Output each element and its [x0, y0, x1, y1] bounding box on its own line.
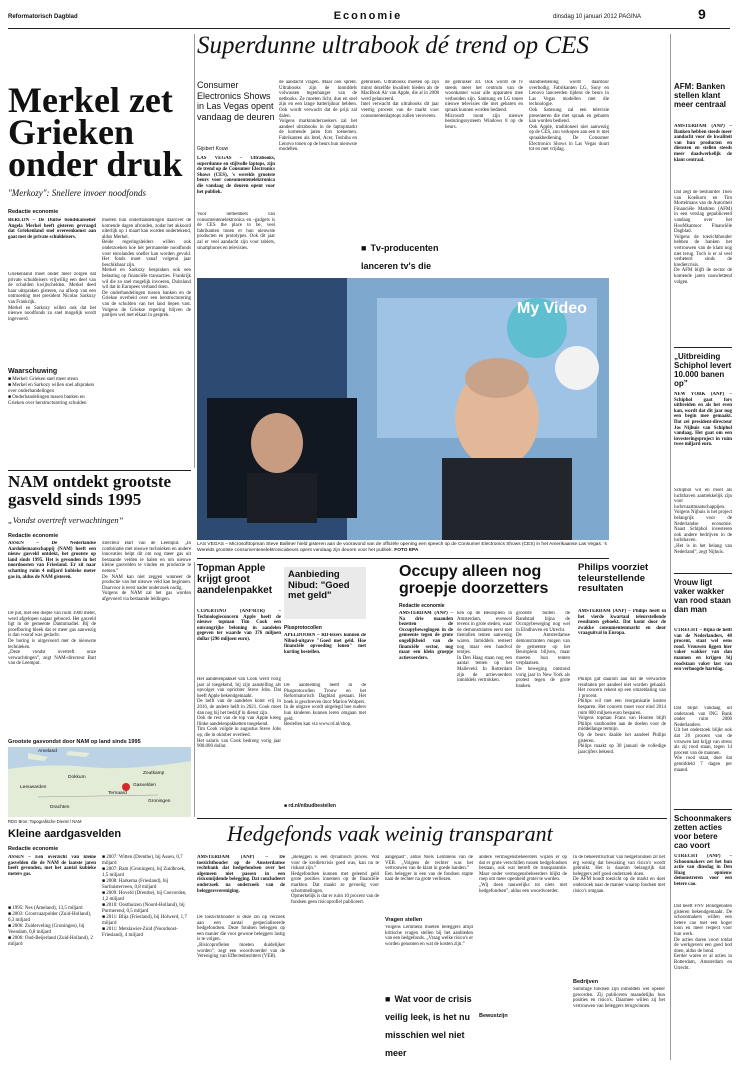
hedge-col4: andere vermogensbeheerders wijzen er op dat er grote verschillen tussen hedgefondsen bestaan, ook wat betreft de transparantie. Maar onder vermogensbeheerders blijkt de roep om meer openheid groter te worden. „Wij doen nauwelijks tot niets met hedgefondsen”, aldus een woordvoerder. — [479, 855, 567, 894]
nibud-headline-box — [284, 567, 366, 619]
school-body: Dat heeft FNV Bondgenoten gisteren bekendgemaakt. De schoonmakers willen een betere cao met een hoger loon en meer respect voor hun werk. De acties duren voort totdat de werkgevers een goed bod doen, aldus de bond. Eerder waren er al acties in Rotterdam, Amsterdam en Utrecht. — [674, 904, 732, 971]
sidebar — [674, 32, 732, 1062]
apple-intro: CUPERTINO (ANP/RTR) – Technologieconcern Apple heeft de nieuwe topman Tim Cook een omvangrijke beloning in aandelen gegeven ter waarde van 376 miljoen dollar (296 miljoen euro). — [197, 609, 281, 642]
nam-map — [8, 747, 191, 817]
ultrabook-col3: gebruiken. Ultrabooks moeten op zijn minst dezelfde kwaliteit bieden als de MacBook Air van Apple, die al in 2008 werd gelanceerd. Intel verwacht dat ultrabooks dit jaar veertig procent van de markt voor consumentenlaptops zullen veroveren. — [361, 80, 439, 119]
merkel-bullet: ■ Merkel: Grieken snel meer steun — [8, 377, 78, 382]
merkel-body-2: moeten hun onderhandelingen daarover de komende dagen afronden, zodat het akkoord uiterlijk op 1 maart kan worden ondertekend, aldus Merkel. Beide regeringsleiders willen ook onderzoeken hoe het permanente noodfonds voor eurolanden sneller kan worden gevuld. Het fonds moet vanaf volgend jaar beschikbaar zijn. Merkel en Sarkozy bespraken ook een belasting op financiële transacties. Frankrijk wil die zo snel mogelijk invoeren, Duitsland wil dat in Europees verband doen. De onderhandelingen tussen banken en de Griekse overheid over een herstructurering van de schulden van het land liepen vast. Volgens de Griekse regering blijven de partijen wel met elkaar in gesprek. — [102, 218, 191, 319]
hedge-col1: De toezichthouder is deze zin op verzoek aan een aantal gespecialiseerde hedgefondsen. Deze fondsen beleggen op een manier die voor gewone beleggers lastig is te volgen. „Risicoprofielen moeten duidelijker worden”, zegt een woordvoerder van de Vereniging van Effectenbezitters (VEB). — [197, 915, 285, 960]
ultrabook-intro: LAS VEGAS – Ultrabooks, superdunne en stijlvolle laptops, zijn de trend op de Consumer Electronics Shows (CES), 's werelds grootste beurs voor consumentenelektronica die vandaag de deuren opent voor het publiek. — [197, 156, 275, 195]
merkel-subhead: "Merkozy": Snellere invoer noodfonds — [8, 188, 146, 198]
school-headline: Schoonmakers zetten acties voor betere cao voort — [674, 814, 732, 850]
hedge-headline: Hedgefonds vaak weinig transparant — [227, 821, 553, 846]
map-place: Ternaard — [108, 791, 127, 796]
philips-body: Philips gaf daarom aan dat de verwachte resultaten per aandeel niet worden gehaald. Het concern rekent op een omzetdaling van 1 procent. Philips wil met een reorganisatie kosten besparen. Het concern moet voor eind 2014 ruim 800 miljoen euro besparen. Volgens topman Frans van Houten blijft Philips vasthouden aan de doelen voor de middellange termijn. Op de beurs daalde het aandeel Philips gisteren. Philips maakt op 30 januari de volledige jaarcijfers bekend. — [578, 677, 666, 755]
apple-body: Het aandelenpakket van Cook werd vorig jaar al toegekend, bij zijn aanstelling als opvolger van oprichter Steve Jobs. Dat heeft Apple bekendgemaakt. De helft van de aandelen komt vrij in 2016, de andere helft in 2021. Cook moet dan nog bij het bedrijf in dienst zijn. Ook de rest van de top van Apple kreeg flinke aandelenpakketten toegekend. Tim Cook volgde in augustus Steve Jobs op, die in oktober overleed. Het salaris van Cook bedroeg vorig jaar 900.000 dollar. — [197, 677, 281, 750]
ultrabook-col4: de gebruiker zit. Ook wordt de tv steeds meer het centrum van de woonkamer waar alle apparaten mee verbonden zijn. Samsung en LG tonen nieuwe televisies die met gebaren en spraak kunnen worden bediend. Microsoft toont zijn nieuwe besturingssysteem Windows 8 op de beurs. — [445, 80, 523, 130]
hedge-sub-vragen: Vragen stellen — [385, 917, 423, 923]
nibud-link[interactable]: rd.nl/nibudbestellen — [288, 803, 336, 809]
occupy-headline: Occupy alleen nog groepje doorzetters — [399, 563, 549, 597]
map-place: Groningen — [148, 799, 171, 804]
occupy-col2: ken op de Beursplein in Amsterdam, evenwel tevens in grote steden, waar de demonstranten eerst met tientallen tenten aanwezig waren. Inmiddels resteert nog maar een handvol tentjes. In Den Haag staan nog een aantal tenten op het Malieveld. In Rotterdam zijn de actievoerders inmiddels vertrokken. — [457, 611, 512, 684]
section-name: Economie — [333, 10, 403, 22]
map-source: RDG Bron: Topografische Dienst / NAM — [8, 819, 82, 824]
gasveld-intro: ASSEN – Een overzicht van kleine gasvelden die de NAM de laatste jaren heeft gevonden, met het aantal kubieke meters gas. — [8, 855, 96, 877]
nam-body-2: directeur Bart van de Leemput. „In combinatie met nieuwe technieken en andere innovaties helpt dit om nog meer gas uit bestaande velden te halen en om nieuwe kleine gasvelden te vinden en productie te nemen.” De NAM kan niet zeggen wanneer de productie van het nieuwe veld kan beginnen. Daarvoor is eerst nader onderzoek nodig. Volgens de NAM zal het gas worden afgevoerd via bestaande leidingen. — [102, 541, 191, 602]
nam-map-title: Grootste gasvondst door NAM op land sinds 1995 — [8, 739, 141, 745]
philips-article — [578, 563, 666, 817]
nam-headline: NAM ontdekt grootste gasveld sinds 1995 — [8, 472, 172, 509]
hedge-col3b: Volgens Lemmens moeten beleggers altijd kritische vragen stellen bij het aanbieden van een hedgefonds. „Vraag welke risico's er worden genomen en wat de kosten zijn.” — [385, 925, 473, 947]
hedge-intro: AMSTERDAM (ANP) – De toezichthouder op de Amsterdamse rechtbank dat hedgefondsen over het algemeen niet passen in een risicomijdende belegging. Dat concludeert onderzoek na onderzoek van de beleggersvereniging. — [197, 855, 285, 894]
gasveld-item: ■ 2007: Witten (Drenthe), bij Assen, 0,7 miljard — [102, 855, 183, 866]
merkel-byline: Redactie economie — [8, 209, 59, 215]
merkel-bullet: ■ Onderhandelingen tussen banken en Grieken over herstructurering schulden — [8, 395, 87, 406]
photo-screen-text: My Video — [517, 300, 587, 317]
afm-body: Dat zegt de bestuurder Theo van Koelkom en Tim Mortelmans van de Autoriteit Financiële Markten (AFM) in een verslag gepubliceerd vandaag over het Hoofdkantoor Financiële Dagblad. Volgens de toezichthouder hebben de banken het vertrouwen van de klant nog niet terug. Toch is er al veel verbeterd sinds de kredietcrisis. De AFM blijft de sector de komende jaren nauwlettend volgen. — [674, 190, 732, 285]
ultrabook-pullquote: ■ Tv-producenten lanceren tv's die — [361, 243, 439, 271]
ultrabook-byline: Gijsbert Kouw — [197, 146, 229, 152]
philips-headline: Philips voorziet teleurstellende resultaten — [578, 562, 649, 594]
hedge-sub-bewust: Bewustzijn — [479, 1013, 508, 1019]
masthead — [8, 4, 730, 26]
hedge-col3: aangepast”, aldus Niels Lemmens van de VEB. „Volgens de rechter was het vertrouwen van de klant in goede handen.” Een belegger in een van de fondsen stapte naar de rechter na grote verliezen. — [385, 855, 473, 883]
occupy-byline: Redactie economie — [399, 603, 445, 609]
ultrabook-col1: Voor liefhebbers van consumentenelektronica en -gadgets is de CES the place to be, veel fabrikanten tonen er hun nieuwste producten en prototypes. Ook dit jaar zal er veel aandacht zijn voor tablets, smartphones en televisies. — [197, 212, 275, 251]
schiphol-body: Schiphol wil en moet als luchthaven aantrekkelijk zijn voor luchtvaartmaatschappijen. Volgens Nijhuis is het project belangrijk voor de Nederlandse economie. Naast Schiphol investeren ook andere bedrijven in de luchthaven. „Het is in het belang van Nederland”, zegt Nijhuis. — [674, 488, 732, 555]
gasveld-list-left — [8, 906, 96, 948]
merkel-headline: Merkel zet Grieken onder druk — [8, 80, 183, 184]
hedge-pullquote: ■ Wat voor de crisis veilig leek, is het nu misschien wel niet meer — [385, 994, 472, 1058]
nibud-article — [284, 563, 394, 817]
page-number: 9 — [698, 6, 706, 22]
gasveld-item: ■ 2006: Zuiderveling (Groningen), bij Veendam, 0,8 miljard — [8, 924, 85, 935]
schiphol-intro: NEW YORK (ANP) – Schiphol gaat fors uitbreiden en als het even kan, wordt dat dit jaar nog een begin mee gemaakt. Dat zei president-directeur Jos Nijhuis van Schiphol vandaag. Het gaat om een investeringsproject in ruim twee miljard euro. — [674, 392, 732, 448]
school-intro: UTRECHT (ANP) – Schoonmakers zet het hun actie van dinsdag in Den Haag opnieuw demonstreren voor een betere cao. — [674, 854, 732, 887]
nam-subhead: „Vondst overtreft verwachtingen” — [8, 515, 124, 525]
gasveld-item: ■ 2008: Harkema (Friesland), bij Surhuisterveen, 0,8 miljard — [102, 879, 169, 890]
map-shape — [8, 747, 191, 817]
ultrabook-deck: Consumer Electronics Shows in Las Vegas opent vandaag de deuren — [197, 80, 275, 122]
nibud-footer — [284, 803, 336, 809]
gasveld-item: ■ 1995: Nes (Ameland), 13,5 miljard — [8, 906, 83, 911]
occupy-col3: grootste buiten de Randstad bijna de Occupybeweging nog wel in Eindhoven en Utrecht. De Amsterdamse demonstranten mogen van de gemeente op het Beursplein blijven, maar moeten hun tenten verplaatsen. De beweging ontstond vorig jaar in New York als protest tegen de grote banken. — [516, 611, 570, 689]
gasveld-item: ■ 2006: Oud-Beijerland (Zuid-Holland), 2 miljard — [8, 936, 93, 947]
map-place: Gasvelden — [133, 783, 156, 788]
afm-intro: AMSTERDAM (ANP) – Banken hebben steeds meer aandacht voor de kwaliteit van hun producten en diensten en stellen steeds meer daadwerkelijk de klant centraal. — [674, 124, 732, 163]
occupy-intro: AMSTERDAM (ANP) – Na drie maanden bezetten de Occupybewegingen in de gemeente tegen de grote ongelijkheid van de financiële sector, nog maar een klein groepje actievoerders. — [399, 611, 453, 661]
nam-byline: Redactie economie — [8, 533, 59, 539]
map-place: Ameland — [38, 749, 57, 754]
hedge-col5: In de beheerstructuur van hedgefondsen zit het erg weinig dat bewaking van risico's wordt gebruikt. Het is daarom belangrijk dat beleggers zelf goed onderzoek doen. De AFM houdt toezicht op de markt en doet onderzoek naar de manier waarop fondsen met risico's omgaan. — [573, 855, 665, 894]
photo-credit: FOTO EPA — [394, 547, 419, 553]
nibud-headline: Aanbieding Nibud: "Goed met geld" — [288, 569, 350, 601]
gasveld-item: ■ 2007: Ram (Groningen), bij Zuidbroek, 1,5 miljard — [102, 867, 186, 878]
merkel-intro: BERLIJN – De Duitse bondskanselier Angela Merkel heeft gisteren gevraagd dat Griekenland snel overeenkomst aan gaat met de private schuldeisers. — [8, 218, 96, 240]
nibud-label: Plusprotocollen — [284, 625, 322, 631]
nibud-intro: APELDOORN – RD-lezers kunnen de Nibud-uitgave "Goed met geld. Hoe financiële opvoeding lonen" met korting bestellen. — [284, 633, 366, 655]
gasveld-item: ■ 2009: Hoveld (Drenthe), bij Coevorden, 1,2 miljard — [102, 891, 187, 902]
ultrabook-col2: de aandacht vragen. Maar ook sprekt. Ultrabooks zijn de inmiddels volwassen tegenhanger van de netbooks. Ze moeten licht, dun en snel zijn en een lange batterijduur hebben. Ook wordt verwacht dat de prijs zal dalen. Volgens marktonderzoekers zal het aandeel ultrabooks in de laptopmarkt de komende jaren fors toenemen. Fabrikanten als Intel, Acer, Toshiba en Lenovo tonen op de beurs hun nieuwste modellen. — [279, 80, 357, 153]
map-place: Dokkum — [68, 775, 86, 780]
vrouw-intro: UTRECHT – Bijna de helft van de Nederlanders, 48 procent, staat wel eens rood. Vrouwen liggen hier vaker wakker van dan mannen en krijgen bij roodstaan vaker last van een verhoogde hartslag. — [674, 628, 732, 673]
photo-caption: LAS VEGAS – Microsofttopman Steve Ballmer hield gisteren aan de vooravond van de officiële opening een speech op de Consumer Electronics Shows (CES) in het Amerikaanse Las Vegas. 's Werelds grootste consumentenelektronicabeurs opent vandaag zijn deuren voor het publiek. FOTO EPA — [197, 542, 607, 553]
gasveld-item: ■ 2003: Grootvaarpolder (Zuid-Holland), 0,3 miljard — [8, 912, 92, 923]
map-place: Leeuwarden — [20, 785, 47, 790]
afm-headline: AFM: Banken stellen klant meer centraal — [674, 82, 727, 109]
hedge-col5b: Sommige fondsen zijn inmiddels wel opener geworden. Zij publiceren maandelijks hun posities en risico's. Daarmee willen zij het vertrouwen van beleggers terugwinnen. — [573, 987, 665, 1009]
occupy-article — [399, 563, 570, 817]
gasveld-box — [8, 828, 191, 1058]
apple-article — [197, 563, 281, 817]
vrouw-headline: Vrouw ligt vaker wakker van rood staan dan man — [674, 578, 731, 614]
hedge-col2: „Beleggen is een dynamisch proces. Wat voor de kredietcrisis goed was, kan nu te riskant zijn.” Hedgefondsen kunnen met geleend geld grote posities innemen op de financiële markten. Dat maakt ze gevoelig voor schommelingen. Opmerkelijk is dat er ruim 10 procent van de fondsen geen risicoprofiel publiceert. — [291, 855, 379, 905]
merkel-bullet: ■ Merkel en Sarkozy willen snel afspraken over onderhandelingen — [8, 383, 95, 394]
gasveld-item: ■ 2011: Metslawier-Zuid (Noordoost-Friesland), 4 miljard — [102, 927, 178, 938]
gasveld-title: Kleine aardgasvelden — [8, 828, 122, 840]
gasveld-item: ■ 2010: Oosthuizen (Noord-Holland), bij Purmerend, 0,5 miljard — [102, 903, 185, 914]
ultrabook-article — [197, 32, 609, 277]
gasveld-list-right — [102, 855, 191, 939]
gasveld-byline: Redactie economie — [8, 846, 59, 852]
apple-headline: Topman Apple krijgt groot aandelenpakket — [197, 563, 273, 596]
date-page: dinsdag 10 januari 2012 PAGINA — [553, 14, 641, 20]
merkel-body-1: Griekenland moet onder meer zorgen dat private schuldeisers vrijwillig een deel van de schulden kwijtschelden. Merkel deed haar uitspraken gisteren, na afloop van een ontmoeting met president Nicolas Sarkozy van Frankrijk. Merkel en Sarkozy willen ook dat het nieuwe noodfonds zo snel mogelijk wordt ingevoerd. — [8, 272, 96, 322]
merkel-box-title: Waarschuwing — [8, 368, 58, 375]
merkel-article — [8, 32, 191, 472]
nibud-body: De aanbieding heeft in de Plusprotocollen Trouw en het Reformatorisch Dagblad gestaan. Het boek is geschreven door Marion Wolpers. In de uitgave wordt uitgelegd hoe ouders hun kinderen kunnen leren omgaan met geld. Bestellen kan via www.rd.nl/shop. — [284, 683, 366, 728]
link-icon: ■ — [284, 803, 289, 809]
merkel-box — [8, 368, 96, 452]
philips-intro: AMSTERDAM (ANP) – Philips heeft in het vierde kwartaal teleurstellende resultaten geboekt. Dat komt door de zwakke consumentenmarkt en door vraaguitval in Europa. — [578, 609, 666, 637]
ultrabook-col5: standbediening wordt daardoor overbodig. Fabrikanten LG, Sony en Lenovo lanceerden tijdens de beurs in Las Vegas modellen met die technologie. Ook Samsung zal een televisie presenteren die met spraak en gebaren kan worden bediend. Ook Apple, traditioneel niet aanwezig op de CES, zou verkopen aan een tv met spraakbediening. De Consumer Electronics Shows in Las Vegas duurt tot en met vrijdag. — [529, 80, 609, 153]
ballmer-photo — [197, 278, 609, 540]
ultrabook-headline: Superdunne ultrabook dé trend op CES — [197, 32, 589, 59]
nam-body-1: De put, met een diepte van ruim 3900 meter, werd afgelopen najaar geboord. Het gasveld ligt in de gemeente Dantumadiel. Bij de proefboring bleek dat er meer gas aanwezig is dan vooraf was gedacht. De boring is uitgevoerd met de nieuwste technieken. „Deze vondst overtreft onze verwachtingen”, zegt NAM-directeur Bart van de Leemput. — [8, 611, 96, 667]
hedge-sub-bedrijven: Bedrijven — [573, 979, 599, 985]
paper-name: Reformatorisch Dagblad — [8, 14, 78, 20]
gasveld-item: ■ 2011: Blija (Friesland), bij Holwerd, 1,7 miljard — [102, 915, 187, 926]
hedge-article — [197, 821, 667, 1061]
map-place: Drachten — [50, 805, 70, 810]
vrouw-body: Dat blijkt vandaag uit onderzoek van ING Bank onder ruim 2000 Nederlanders. Uit het onderzoek blijkt ook dat 26 procent van de vrouwen last krijgt van stress als zij rood staan, tegen 14 procent van de mannen. Wie rood staat, doet dat gemiddeld 7 dagen per maand. — [674, 706, 732, 773]
nam-intro: ASSEN – De Nederlandse Aardoliemaatschappij (NAM) heeft een nieuw gasveld ontdekt, het grootste op land sinds 1995. Het is gevonden in het noordoosten van Friesland. Er zit naar schatting ruim 4 miljard kubieke meter gas in, aldus de NAM gisteren. — [8, 541, 96, 580]
map-place: Zoutkamp — [143, 771, 165, 776]
schiphol-headline: „Uitbreiding Schiphol levert 10.000 banen op” — [674, 352, 732, 388]
